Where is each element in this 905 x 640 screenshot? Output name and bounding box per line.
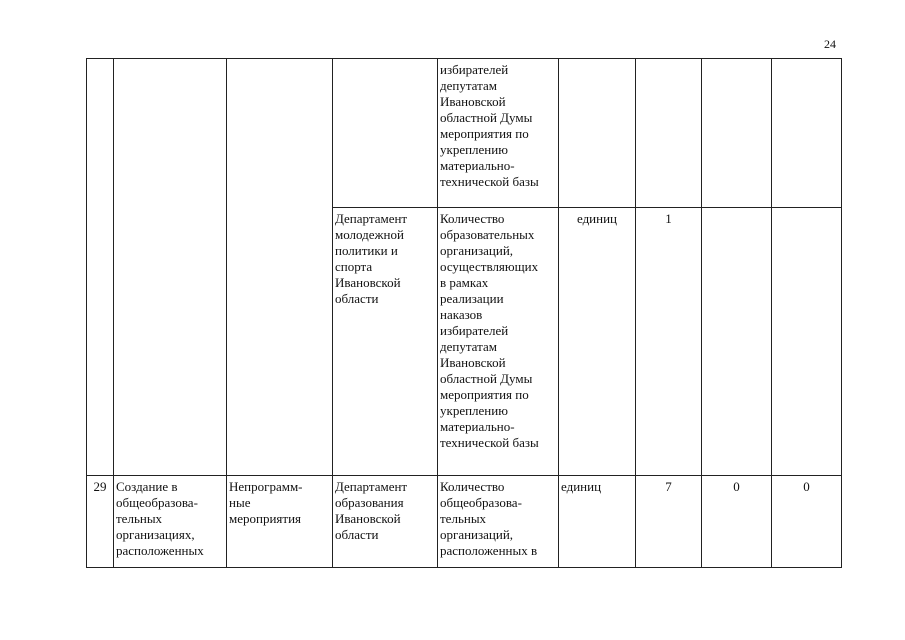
cell-value2 xyxy=(702,208,772,476)
cell-value2: 0 xyxy=(702,476,772,568)
cell-indicator: Количество общеобразова- тельных организаций, расположенных в xyxy=(438,476,559,568)
table-row-continuation xyxy=(87,59,842,208)
cell-value3 xyxy=(772,59,842,208)
cell-unit: единиц xyxy=(559,208,636,476)
data-table xyxy=(86,58,842,568)
cell-name: Создание в общеобразова- тельных организациях, расположенных xyxy=(114,476,227,568)
cell-program: Непрограмм- ные мероприятия xyxy=(227,476,333,568)
cell-value2 xyxy=(702,59,772,208)
cell-number: 29 xyxy=(87,476,114,568)
cell-value1: 1 xyxy=(636,208,702,476)
cell-executor xyxy=(333,59,438,208)
cell-number xyxy=(87,59,114,476)
cell-unit: единиц xyxy=(559,476,636,568)
cell-indicator: избирателей депутатам Ивановской областной Думы мероприятия по укреплению материально- технической базы xyxy=(438,59,559,208)
cell-executor: Департамент молодежной политики и спорта Ивановской области xyxy=(333,208,438,476)
cell-value3 xyxy=(772,208,842,476)
cell-name xyxy=(114,59,227,476)
cell-value3: 0 xyxy=(772,476,842,568)
page-number: 24 xyxy=(824,37,836,51)
cell-value1: 7 xyxy=(636,476,702,568)
cell-value1 xyxy=(636,59,702,208)
cell-program xyxy=(227,59,333,476)
cell-indicator: Количество образовательных организаций, осуществляющих в рамках реализации наказов избирателей депутатам Ивановской областной Думы мероприятия по укреплению материально- технической базы xyxy=(438,208,559,476)
cell-executor: Департамент образования Ивановской области xyxy=(333,476,438,568)
cell-unit xyxy=(559,59,636,208)
table-row-29 xyxy=(87,476,842,568)
